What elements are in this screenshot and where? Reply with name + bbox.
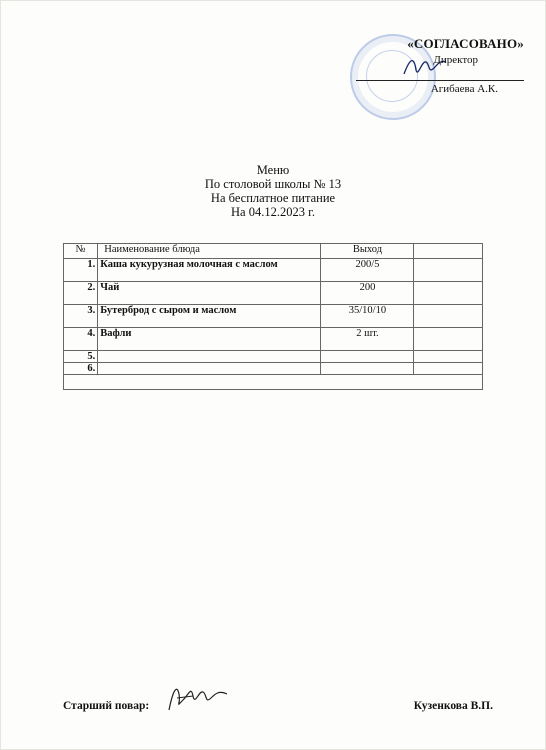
header-dish-name: Наименование блюда (98, 244, 321, 259)
row-dish-name: Чай (98, 282, 321, 305)
row-dish-name (98, 363, 321, 375)
table-row (64, 282, 483, 305)
row-dish-name: Бутерброд с сыром и маслом (98, 305, 321, 328)
row-number: 6. (64, 363, 98, 375)
row-dish-name (98, 351, 321, 363)
heading-line-4: На 04.12.2023 г. (231, 205, 315, 219)
row-portion: 35/10/10 (321, 305, 414, 328)
table-row (64, 305, 483, 328)
menu-table (63, 243, 483, 390)
signature-footer (63, 700, 493, 720)
row-empty-cell (414, 328, 483, 351)
row-number: 4. (64, 328, 98, 351)
table-row (64, 259, 483, 282)
row-portion: 2 шт. (321, 328, 414, 351)
table-row (64, 351, 483, 363)
row-empty-cell (414, 363, 483, 375)
menu-heading (0, 163, 546, 219)
heading-line-1: Меню (256, 163, 290, 177)
row-empty-cell (414, 351, 483, 363)
row-empty-cell (414, 259, 483, 282)
heading-line-3: На бесплатное питание (210, 191, 336, 205)
row-empty-cell (414, 282, 483, 305)
cook-label: Старший повар: (63, 700, 150, 712)
row-portion: 200/5 (321, 259, 414, 282)
row-number: 2. (64, 282, 98, 305)
header-number: № (64, 244, 98, 259)
table-row (64, 363, 483, 375)
row-number: 1. (64, 259, 98, 282)
row-number: 3. (64, 305, 98, 328)
cook-name: Кузенкова В.П. (413, 700, 493, 712)
approval-role: Директор (433, 54, 478, 66)
row-dish-name: Вафли (98, 328, 321, 351)
header-portion: Выход (321, 244, 414, 259)
row-empty-cell (414, 305, 483, 328)
approval-title: «СОГЛАСОВАНО» (407, 36, 524, 51)
table-blank-row (64, 375, 483, 390)
row-portion (321, 351, 414, 363)
cook-signature (163, 680, 233, 716)
row-dish-name: Каша кукурузная молочная с маслом (98, 259, 321, 282)
header-empty (414, 244, 483, 259)
row-portion (321, 363, 414, 375)
director-name: Агибаева А.К. (430, 83, 498, 95)
row-number: 5. (64, 351, 98, 363)
heading-line-2: По столовой школы № 13 (204, 177, 342, 191)
blank-cell (64, 375, 483, 390)
table-header-row (64, 244, 483, 259)
table-row (64, 328, 483, 351)
signature-line (356, 80, 524, 81)
row-portion: 200 (321, 282, 414, 305)
approval-block (354, 36, 524, 95)
